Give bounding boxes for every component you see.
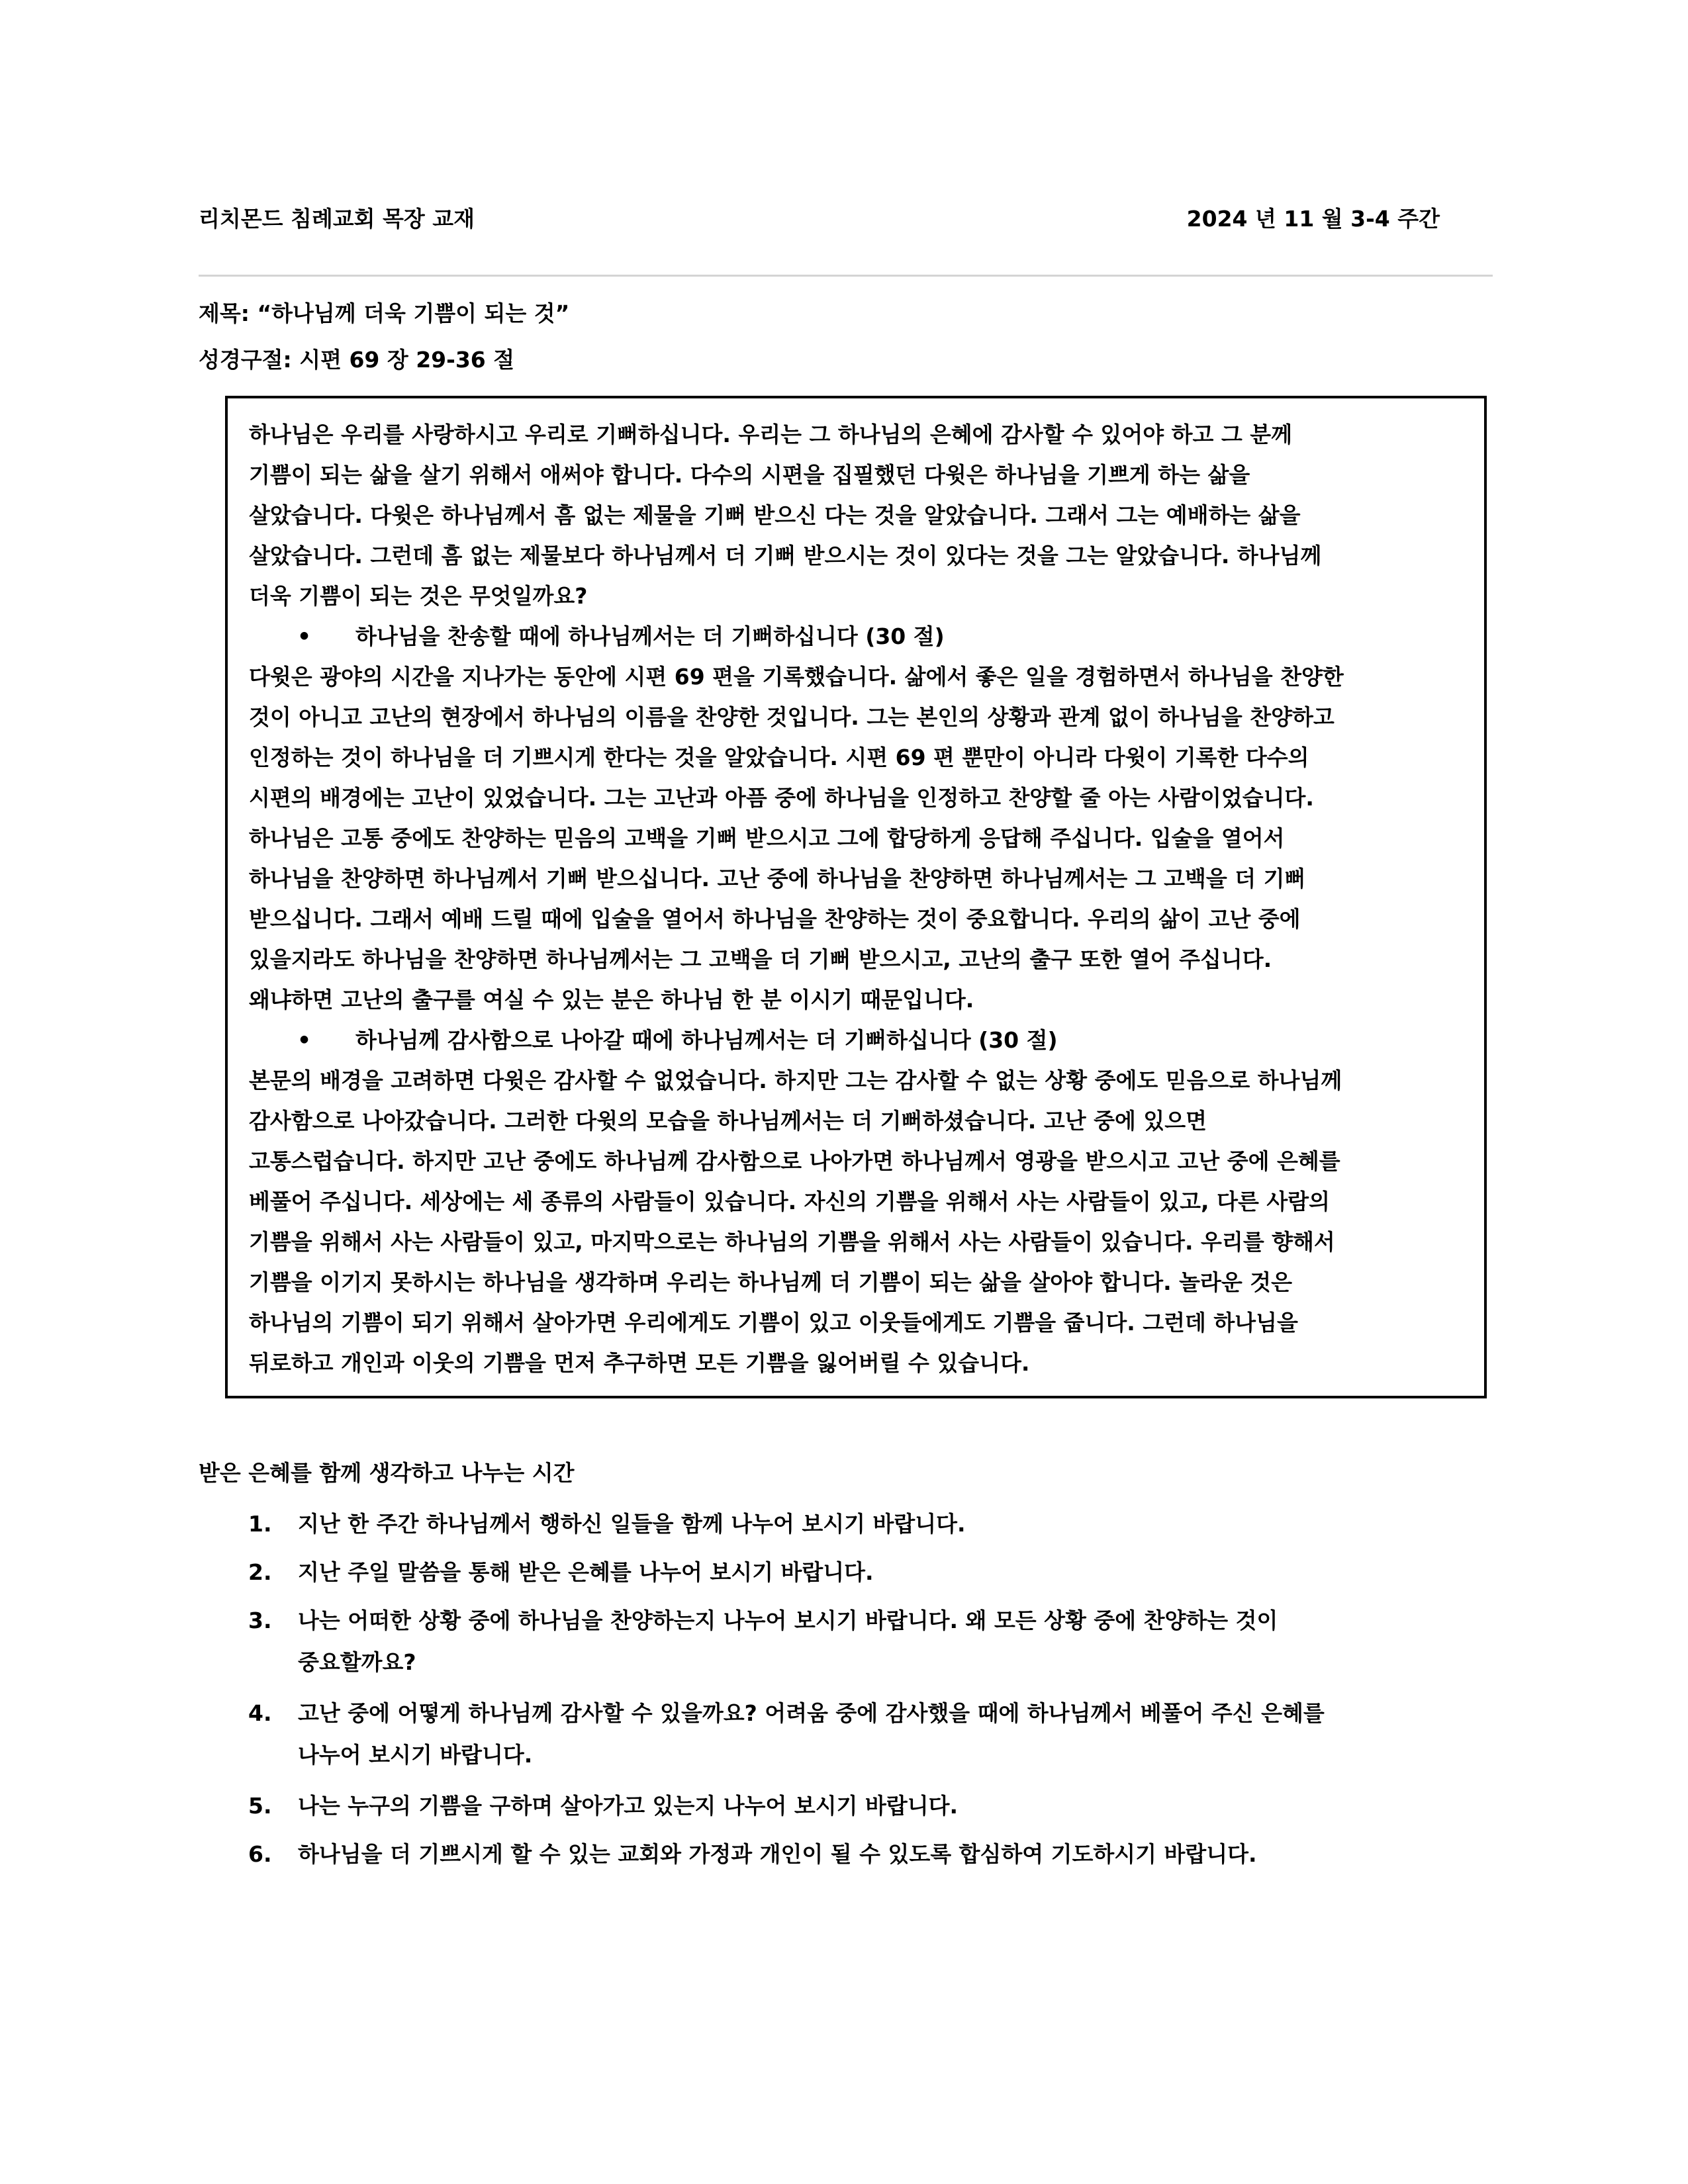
box-text-line: 기쁨을 이기지 못하시는 하나님을 생각하며 우리는 하나님께 더 기쁨이 되는 삶을 살아야 합니다. 놀라운 것은 [249, 1269, 1293, 1295]
box-text-line: 하나님은 우리를 사랑하시고 우리로 기뻐하십니다. 우리는 그 하나님의 은혜에 감사할 수 있어야 하고 그 분께 [249, 422, 1293, 447]
header-date: 2024 년 11 월 3-4 주간 [1186, 206, 1440, 232]
question-number: 4. [248, 1700, 272, 1726]
question-text: 지난 주일 말씀을 통해 받은 은혜를 나누어 보시기 바랍니다. [298, 1559, 874, 1585]
question-number: 2. [248, 1559, 272, 1585]
header-divider [199, 275, 1493, 277]
bullet-icon: • [297, 623, 312, 649]
sermon-title: 제목: “하나님께 더욱 기쁨이 되는 것” [199, 300, 570, 326]
question-text: 고난 중에 어떻게 하나님께 감사할 수 있을까요? 어려움 중에 감사했을 때에 하나님께서 베풀어 주신 은혜를 [298, 1700, 1325, 1726]
box-text-line: 것이 아니고 고난의 현장에서 하나님의 이름을 찬양한 것입니다. 그는 본인의 상황과 관계 없이 하나님을 찬양하고 [249, 704, 1335, 730]
header-church-title: 리치몬드 침례교회 목장 교재 [199, 206, 475, 232]
bullet-icon: • [297, 1027, 312, 1053]
question-text: 나는 어떠한 상황 중에 하나님을 찬양하는지 나누어 보시기 바랍니다. 왜 모든 상황 중에 찬양하는 것이 [298, 1608, 1278, 1633]
question-number: 6. [248, 1841, 272, 1867]
box-text-line: 하나님은 고통 중에도 찬양하는 믿음의 고백을 기뻐 받으시고 그에 합당하게 응답해 주십니다. 입술을 열어서 [249, 825, 1285, 851]
box-text-line: 인정하는 것이 하나님을 더 기쁘시게 한다는 것을 알았습니다. 시편 69 편 뿐만이 아니라 다윗이 기록한 다수의 [249, 745, 1309, 770]
question-text: 하나님을 더 기쁘시게 할 수 있는 교회와 가정과 개인이 될 수 있도록 합심하여 기도하시기 바랍니다. [298, 1841, 1257, 1867]
box-text-line: 받으십니다. 그래서 예배 드릴 때에 입술을 열어서 하나님을 찬양하는 것이 중요합니다. 우리의 삶이 고난 중에 [249, 906, 1301, 932]
sermon-summary-box [225, 396, 1487, 1398]
box-text-line: 하나님을 찬양하면 하나님께서 기뻐 받으십니다. 고난 중에 하나님을 찬양하면 하나님께서는 그 고백을 더 기뻐 [249, 866, 1306, 891]
scripture-reference: 성경구절: 시편 69 장 29-36 절 [199, 347, 515, 373]
box-text-line: 고통스럽습니다. 하지만 고난 중에도 하나님께 감사함으로 나아가면 하나님께서 영광을 받으시고 고난 중에 은혜를 [249, 1148, 1340, 1174]
question-text-continued: 나누어 보시기 바랍니다. [298, 1742, 533, 1768]
box-text-line: 왜냐하면 고난의 출구를 여실 수 있는 분은 하나님 한 분 이시기 때문입니다. [249, 987, 974, 1013]
box-text-line: 베풀어 주십니다. 세상에는 세 종류의 사람들이 있습니다. 자신의 기쁨을 위해서 사는 사람들이 있고, 다른 사람의 [249, 1189, 1330, 1214]
bullet-text: 하나님께 감사함으로 나아갈 때에 하나님께서는 더 기뻐하십니다 (30 절) [355, 1027, 1058, 1053]
box-text-line: 살았습니다. 다윗은 하나님께서 흠 없는 제물을 기뻐 받으신 다는 것을 알았습니다. 그래서 그는 예배하는 삶을 [249, 502, 1301, 528]
question-text: 나는 누구의 기쁨을 구하며 살아가고 있는지 나누어 보시기 바랍니다. [298, 1793, 959, 1819]
page-header [199, 202, 1440, 236]
question-number: 5. [248, 1793, 272, 1819]
bullet-point-praise [297, 620, 945, 653]
box-text-line: 살았습니다. 그런데 흠 없는 제물보다 하나님께서 더 기뻐 받으시는 것이 있다는 것을 그는 알았습니다. 하나님께 [249, 543, 1322, 569]
question-number: 1. [248, 1511, 272, 1537]
box-text-line: 있을지라도 하나님을 찬양하면 하나님께서는 그 고백을 더 기뻐 받으시고, 고난의 출구 또한 열어 주십니다. [249, 946, 1272, 972]
box-text-line: 더욱 기쁨이 되는 것은 무엇일까요? [249, 583, 588, 609]
bullet-text: 하나님을 찬송할 때에 하나님께서는 더 기뻐하십니다 (30 절) [355, 623, 945, 649]
box-text-line: 시편의 배경에는 고난이 있었습니다. 그는 고난과 아픔 중에 하나님을 인정하고 찬양할 줄 아는 사람이었습니다. [249, 785, 1314, 811]
box-text-line: 기쁨을 위해서 사는 사람들이 있고, 마지막으로는 하나님의 기쁨을 위해서 사는 사람들이 있습니다. 우리를 향해서 [249, 1229, 1335, 1255]
question-number: 3. [248, 1608, 272, 1633]
question-text-continued: 중요할까요? [298, 1649, 416, 1675]
box-text-line: 감사함으로 나아갔습니다. 그러한 다윗의 모습을 하나님께서는 더 기뻐하셨습니다. 고난 중에 있으면 [249, 1108, 1207, 1134]
question-text: 지난 한 주간 하나님께서 행하신 일들을 함께 나누어 보시기 바랍니다. [298, 1511, 966, 1537]
box-text-line: 다윗은 광야의 시간을 지나가는 동안에 시편 69 편을 기록했습니다. 삶에서 좋은 일을 경험하면서 하나님을 찬양한 [249, 664, 1344, 690]
box-text-line: 본문의 배경을 고려하면 다윗은 감사할 수 없었습니다. 하지만 그는 감사할 수 없는 상황 중에도 믿음으로 하나님께 [249, 1068, 1342, 1093]
box-text-line: 하나님의 기쁨이 되기 위해서 살아가면 우리에게도 기쁨이 있고 이웃들에게도 기쁨을 줍니다. 그런데 하나님을 [249, 1310, 1298, 1336]
box-text-line: 기쁨이 되는 삶을 살기 위해서 애써야 합니다. 다수의 시편을 집필했던 다윗은 하나님을 기쁘게 하는 삶을 [249, 462, 1250, 488]
box-text-line: 뒤로하고 개인과 이웃의 기쁨을 먼저 추구하면 모든 기쁨을 잃어버릴 수 있습니다. [249, 1350, 1030, 1376]
discussion-heading: 받은 은혜를 함께 생각하고 나누는 시간 [199, 1460, 575, 1486]
bullet-point-thanks [297, 1024, 1058, 1057]
